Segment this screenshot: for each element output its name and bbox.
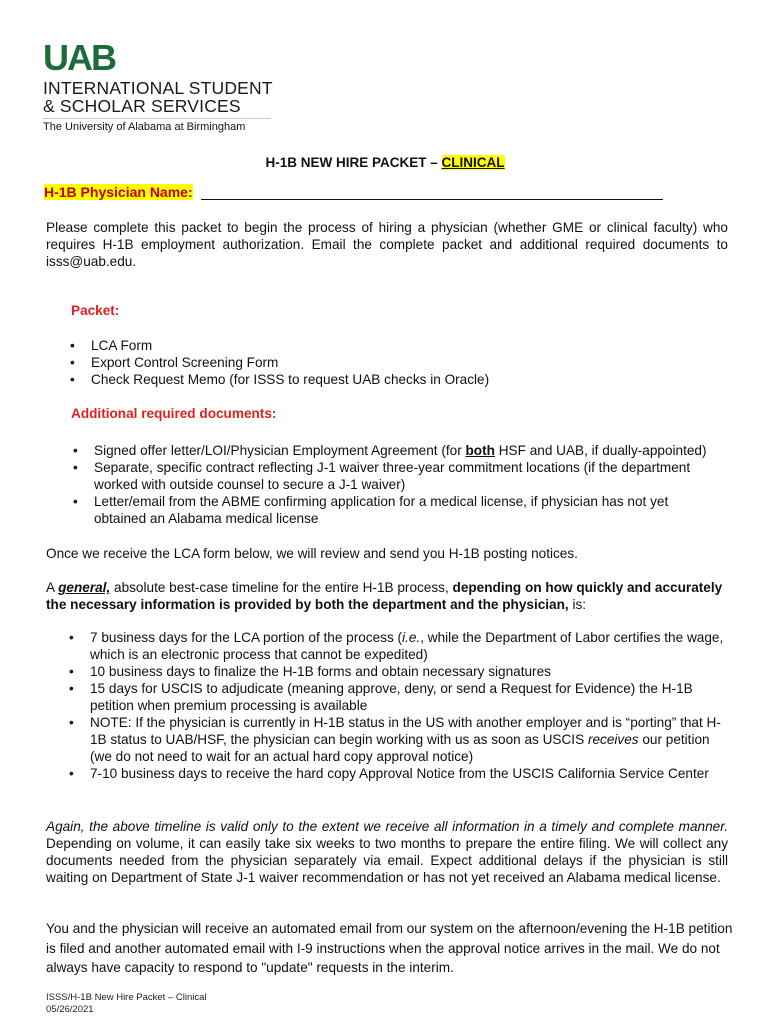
- uab-logo-text: UAB: [43, 42, 115, 74]
- list-item: • LCA Form: [67, 337, 707, 354]
- list-item: • Check Request Memo (for ISSS to request UAB checks in Oracle): [67, 371, 707, 388]
- list-item: • Letter/email from the ABME confirming application for a medical license, if physician has not yet obtained an Alabama medical license: [70, 493, 715, 527]
- additional-docs-list: [70, 442, 715, 527]
- packet-heading: Packet:: [71, 303, 120, 318]
- intro-paragraph: Please complete this packet to begin the process of hiring a physician (whether GME or clinical faculty) who requires H-1B employment authorization. Email the complete packet and additional required documents to isss@uab.edu.: [46, 220, 728, 269]
- list-item: • Export Control Screening Form: [67, 354, 707, 371]
- packet-list: [67, 337, 707, 388]
- additional-docs-heading: Additional required documents:: [71, 406, 277, 421]
- title-highlight: CLINICAL: [441, 155, 505, 170]
- page-footer: [46, 992, 207, 1016]
- footer-line1: ISSS/H-1B New Hire Packet – Clinical: [46, 992, 207, 1003]
- physician-name-field[interactable]: [201, 185, 663, 200]
- lca-note: Once we receive the LCA form below, we will review and send you H-1B posting notices.: [46, 546, 578, 561]
- org-name-line2: & SCHOLAR SERVICES: [43, 96, 241, 116]
- list-item: • 7 business days for the LCA portion of the process (i.e., while the Department of Labor certifies the wage, which is an electronic process that cannot be expedited): [66, 629, 726, 663]
- title-prefix: H-1B NEW HIRE PACKET –: [265, 155, 442, 170]
- list-item: • 15 days for USCIS to adjudicate (meaning approve, deny, or send a Request for Evidence) the H-1B petition when premium processing is available: [66, 680, 726, 714]
- header-divider: [43, 118, 271, 119]
- list-item: • NOTE: If the physician is currently in H-1B status in the US with another employer and is “porting” that H-1B status to UAB/HSF, the physician can begin working with us as soon as USCIS receives our petition (we do not need to wait for an actual hard copy approval notice): [66, 714, 726, 765]
- footer-date: 05/26/2021: [46, 1004, 94, 1015]
- timeline-intro: A general, absolute best-case timeline for the entire H-1B process, depending on how quickly and accurately the necessary information is provided by both the department and the physician, is:: [46, 580, 723, 612]
- list-item: • Signed offer letter/LOI/Physician Employment Agreement (for both HSF and UAB, if dually-appointed): [70, 442, 715, 459]
- uab-logo: [43, 42, 133, 74]
- page-title: [0, 155, 770, 170]
- list-item: • 10 business days to finalize the H-1B forms and obtain necessary signatures: [66, 663, 726, 680]
- caveat-paragraph: Again, the above timeline is valid only to the extent we receive all information in a timely and complete manner. Depending on volume, it can easily take six weeks to two months to prepare the entire filing. We will collect any documents needed from the physician separately via email. Expect additional delays if the physician is still waiting on Department of State J-1 waiver recommendation or has not yet received an Alabama medical license.: [46, 819, 728, 885]
- physician-name-row: [44, 184, 663, 200]
- university-name: The University of Alabama at Birmingham: [43, 121, 246, 133]
- closing-paragraph: You and the physician will receive an automated email from our system on the afternoon/evening the H-1B petition is filed and another automated email with I-9 instructions when the approval notice arrives in the mail. We do not always have capacity to respond to "update" requests in the interim.: [46, 921, 733, 975]
- list-item: • 7-10 business days to receive the hard copy Approval Notice from the USCIS California Service Center: [66, 765, 726, 782]
- timeline-list: [66, 629, 726, 782]
- list-item: • Separate, specific contract reflecting J-1 waiver three-year commitment locations (if the department worked with outside counsel to secure a J-1 waiver): [70, 459, 715, 493]
- org-name-line1: INTERNATIONAL STUDENT: [43, 78, 273, 98]
- physician-name-label: H-1B Physician Name:: [44, 184, 193, 200]
